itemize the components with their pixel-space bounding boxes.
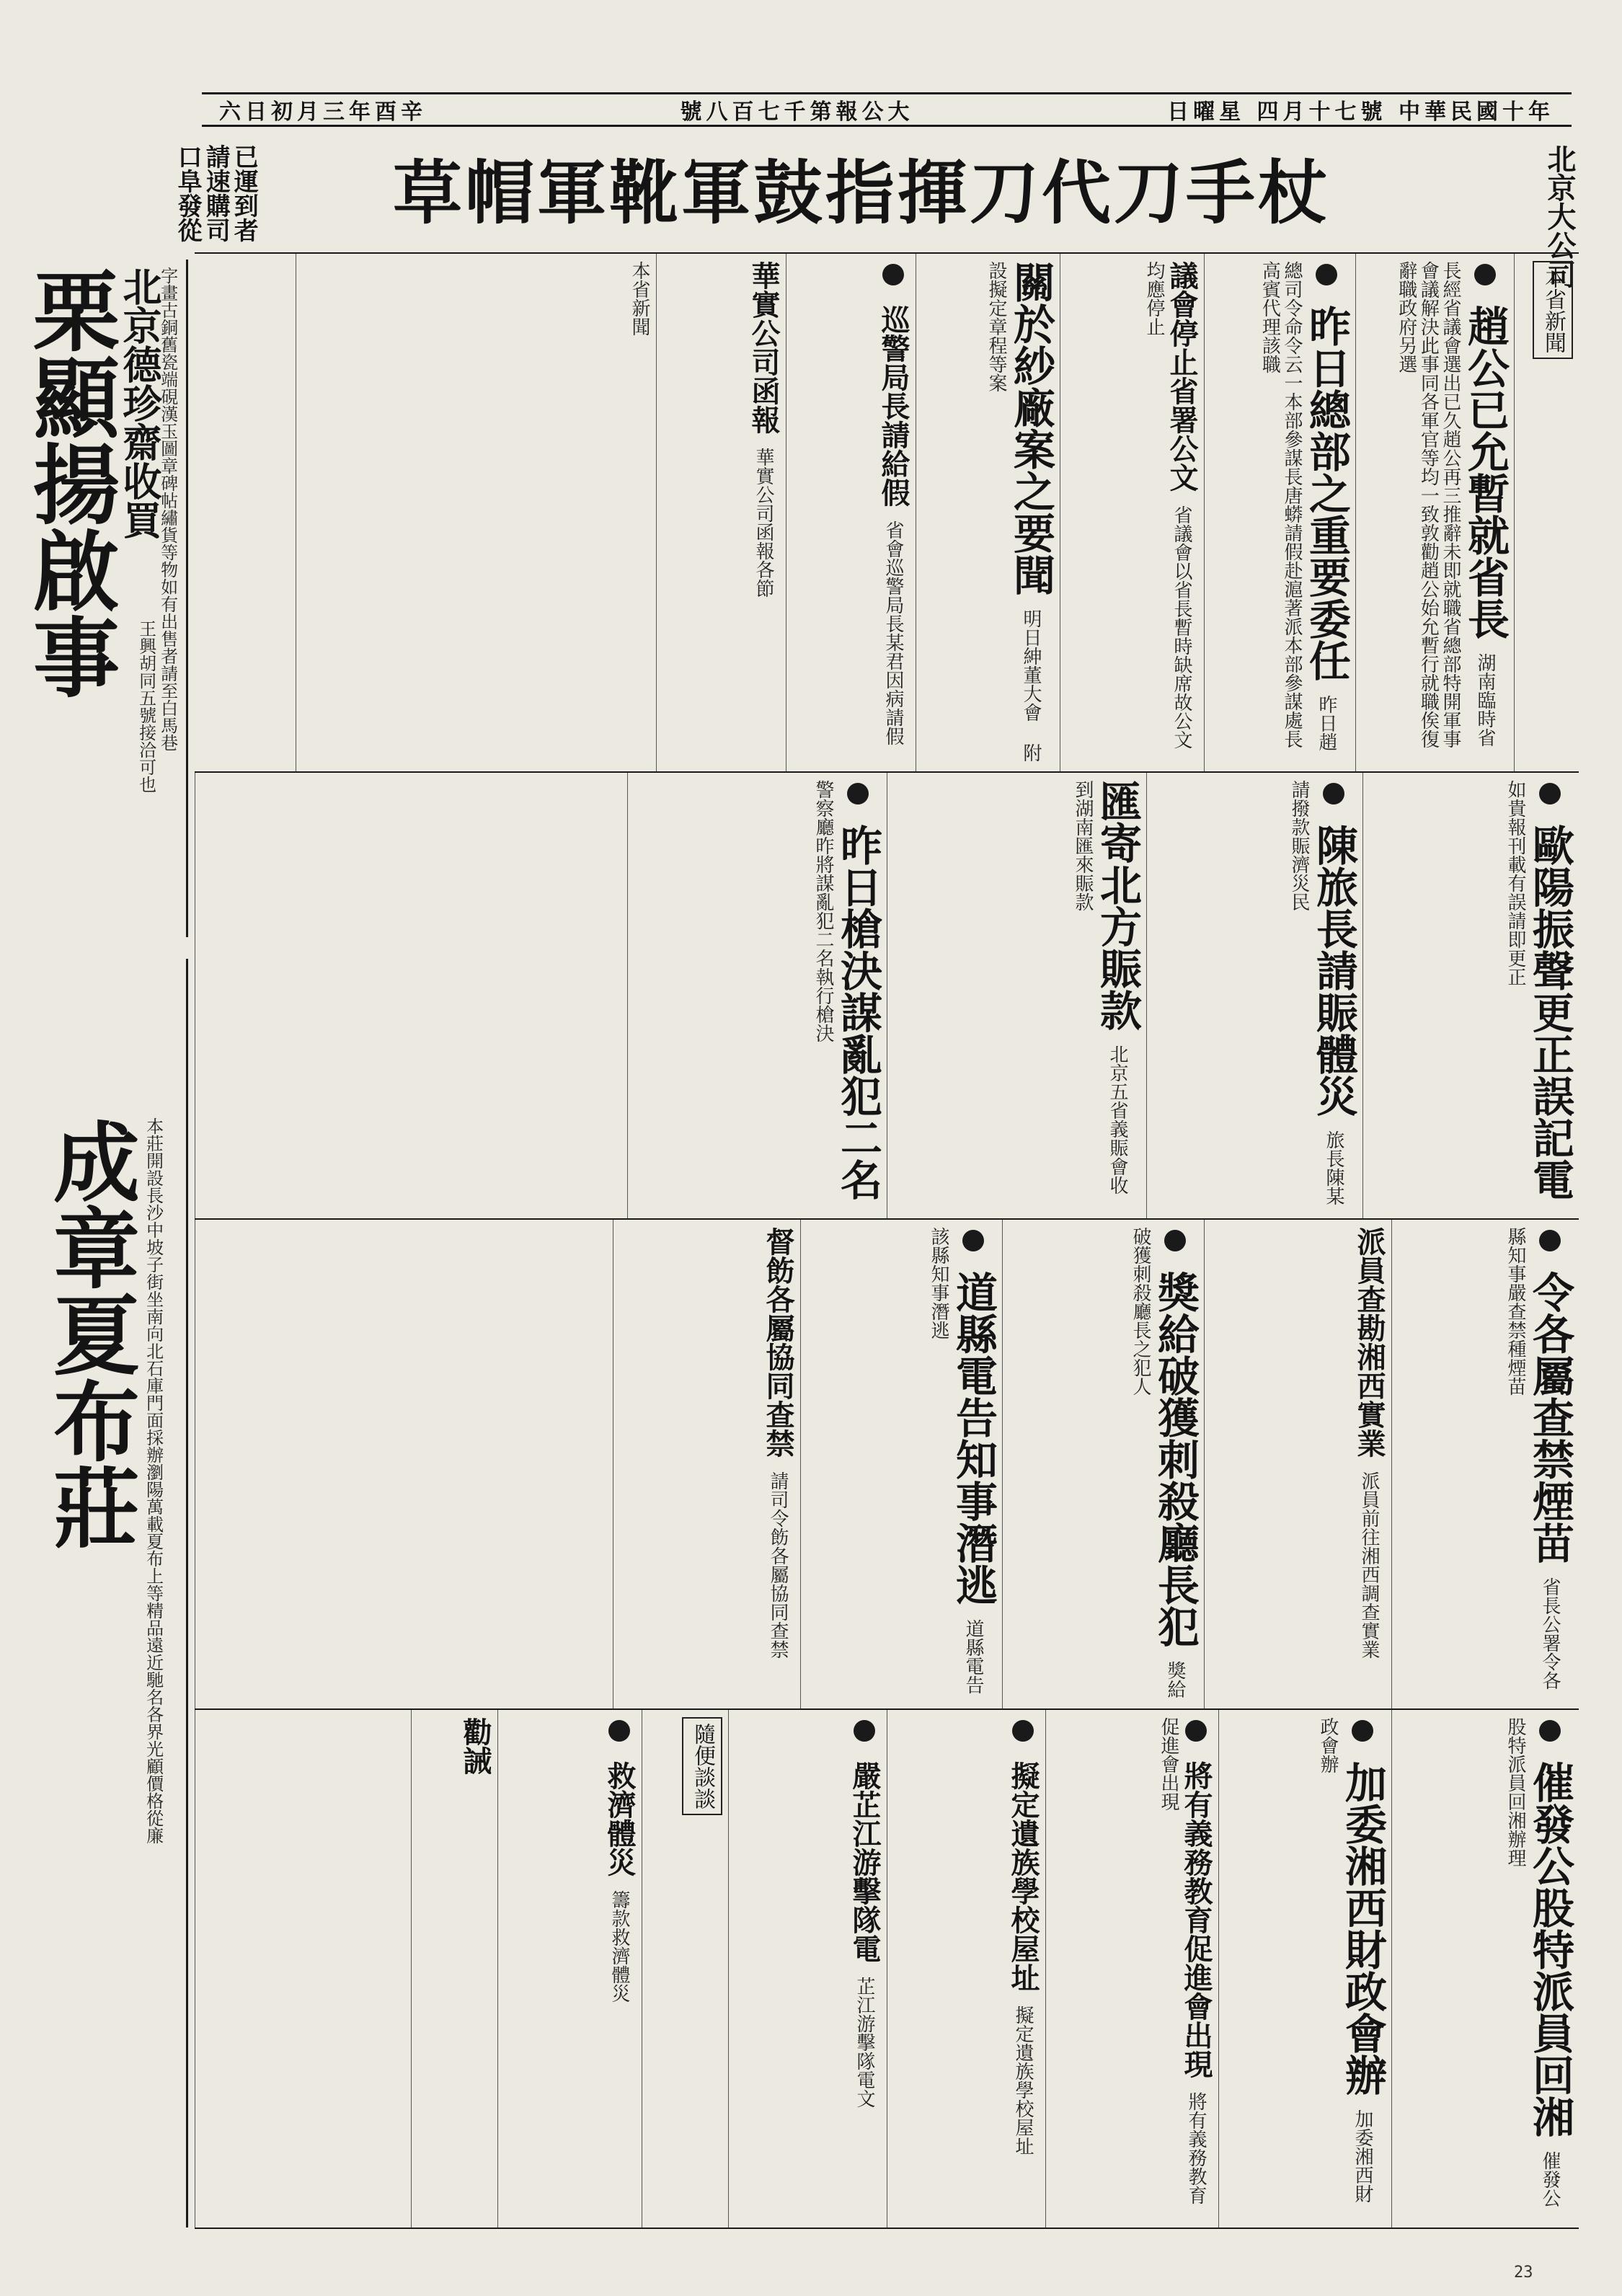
article-row-2 xyxy=(195,773,1579,1220)
headline: 嚴芷江游擊隊電 xyxy=(848,1761,882,1963)
article-misc-row4 xyxy=(195,1710,411,2228)
article-body: 旅長陳某請撥款賑濟災民 xyxy=(1288,780,1344,1205)
bullet-icon xyxy=(882,264,904,285)
article-body: 省長公署令各縣知事嚴查禁種煙苗 xyxy=(1504,1227,1561,1690)
article-relief-funds xyxy=(887,773,1146,1218)
left-ad-2 xyxy=(20,959,188,2228)
headline: 催發公股特派員回湘 xyxy=(1525,1761,1574,2137)
banner-main: 草帽軍靴軍鼓指揮刀代刀手杖 xyxy=(393,151,1330,234)
bullet-icon xyxy=(1316,264,1337,285)
section-label: 本省新聞 xyxy=(1533,261,1573,359)
article-body: 道縣電告該縣知事潛逃 xyxy=(928,1227,984,1694)
bullet-icon xyxy=(1012,1720,1034,1742)
article-admonish xyxy=(411,1710,497,2228)
article-police-chief xyxy=(786,254,916,771)
article-huashi xyxy=(656,254,786,771)
article-body: 芷江游擊隊電文 xyxy=(854,1977,875,2108)
page-number: 23 xyxy=(1514,2264,1533,2282)
headline: 華實公司函報 xyxy=(747,261,781,434)
headline: 道縣電告知事潛逃 xyxy=(949,1271,998,1605)
bullet-icon xyxy=(1539,783,1561,805)
article-body: 本省新聞 xyxy=(629,261,650,336)
article-casual-talk xyxy=(642,1710,728,2228)
banner-publisher-right: 北京大公司 xyxy=(1543,144,1577,288)
article-grid xyxy=(195,252,1579,2229)
article-yarn-factory xyxy=(916,254,1060,771)
bullet-icon xyxy=(1474,264,1496,285)
headline: 趙公已允暫就省長 xyxy=(1461,305,1510,639)
article-education xyxy=(1045,1710,1218,2228)
article-body: 加委湘西財政會辦 xyxy=(1317,1717,1373,2203)
article-reward xyxy=(1002,1220,1204,1708)
headline: 匯寄北方賑款 xyxy=(1093,780,1142,1031)
article-body: 請司令飭各屬協同查禁 xyxy=(767,1471,789,1659)
headline: 議會停止省署公文 xyxy=(1165,261,1199,492)
article-assembly xyxy=(1060,254,1204,771)
headline: 救濟體災 xyxy=(603,1761,637,1876)
article-body: 北京五省義賑會收到湖南匯來賑款 xyxy=(1072,780,1128,1194)
article-opium xyxy=(1391,1220,1579,1708)
article-finance xyxy=(1218,1710,1391,2228)
article-body: 昨日趙總司令命令云一本部參謀長唐蟒請假赴滬著派本部參謀處長高賓代理該職 xyxy=(1259,261,1337,751)
article-body: 獎給破獲刺殺廳長之犯人 xyxy=(1130,1227,1186,1698)
bullet-icon xyxy=(1323,783,1344,805)
ad1-small: 字畫古銅舊瓷端硯漢玉圖章碑帖繡貨等物如有出售者請至白馬巷 xyxy=(157,267,178,751)
article-body: 催發公股特派員回湘辦理 xyxy=(1504,1717,1561,2207)
article-hq-appointment xyxy=(1204,254,1355,771)
headline: 擬定遺族學校屋址 xyxy=(1006,1761,1040,1992)
bullet-icon xyxy=(1539,1720,1561,1742)
article-misc-row1 xyxy=(296,254,656,771)
headline: 派員查勘湘西實業 xyxy=(1352,1227,1386,1458)
headline: 隨便談談 xyxy=(682,1717,722,1815)
article-relief xyxy=(497,1710,642,2228)
headline: 加委湘西財政會辦 xyxy=(1338,1761,1387,2096)
headline: 歐陽振聲更正誤記電 xyxy=(1525,824,1574,1200)
banner-publisher-left: 已運到者請速購司口阜發從 xyxy=(173,144,259,242)
article-body: 省議會以省長暫時缺席故公文均應停止 xyxy=(1143,261,1192,749)
article-misc-row3 xyxy=(195,1220,613,1708)
bullet-icon xyxy=(1539,1230,1561,1251)
article-row-4 xyxy=(195,1710,1579,2229)
masthead xyxy=(202,92,1572,127)
headline: 令各屬查禁煙苗 xyxy=(1525,1271,1574,1564)
bullet-icon xyxy=(1185,1720,1207,1742)
article-body: 警察廳昨將謀亂犯二名執行槍決 xyxy=(812,780,835,1042)
article-row-3 xyxy=(195,1220,1579,1710)
article-body: 如貴報刊載有誤請即更正 xyxy=(1504,780,1527,986)
bullet-icon xyxy=(854,1720,875,1742)
headline: 督飭各屬協同查禁 xyxy=(761,1227,795,1458)
ad1-prefix: 北京德珍齋收買 xyxy=(117,267,163,539)
headline: 關於紗廠案之要聞 xyxy=(1006,261,1055,595)
bullet-icon xyxy=(847,783,869,805)
headline: 勸誡 xyxy=(458,1717,492,1775)
article-ouyang xyxy=(1362,773,1579,1218)
masthead-right: 日曜星 四月十七號 中華民國十年 xyxy=(1167,99,1554,125)
bullet-icon xyxy=(1164,1230,1186,1251)
bullet-icon xyxy=(1352,1720,1373,1742)
article-xiangxi xyxy=(1204,1220,1391,1708)
bullet-icon xyxy=(608,1720,630,1742)
article-zhijiang xyxy=(728,1710,887,2228)
headline: 獎給破獲刺殺廳長犯 xyxy=(1151,1271,1200,1647)
headline: 將有義務教育促進會出現 xyxy=(1179,1761,1213,2078)
ad2-small: 本莊開設長沙中坡子街坐南向北石庫門面採辦瀏陽萬載夏布上等精品遠近馳名各界光顧價格從廉 xyxy=(143,1117,164,1844)
article-body: 擬定遺族學校屋址 xyxy=(1012,2005,1034,2155)
article-joint-ban xyxy=(613,1220,800,1708)
article-execution xyxy=(627,773,887,1218)
article-school-site xyxy=(887,1710,1045,2228)
article-row-1 xyxy=(195,254,1579,773)
left-ad-1 xyxy=(20,260,188,937)
masthead-left: 六日初月三年酉辛 xyxy=(219,99,427,125)
ad2-title: 成章夏布莊 xyxy=(39,1117,141,1550)
article-body: 華實公司函報各節 xyxy=(753,448,774,598)
ad1-title: 栗顯揚啟事 xyxy=(19,267,120,699)
article-body: 省會巡警局長某君因病請假 xyxy=(882,520,904,745)
headline: 陳旅長請賑體災 xyxy=(1309,824,1358,1117)
article-body: 將有義務教育促進會出現 xyxy=(1158,1717,1207,2204)
article-misc-row2 xyxy=(195,773,627,1218)
article-body: 湖南臨時省長經省議會選出已久趙公再三推辭未即就職省總部特開軍事會議解決此事同各軍官等均一致敦勸趙公始允暫行就職俟復辭職政府另選 xyxy=(1395,261,1496,748)
article-public-shares xyxy=(1391,1710,1579,2228)
article-body: 明日紳董大會 附設擬定章程等案 xyxy=(985,261,1042,762)
section-box-local-news xyxy=(1514,254,1579,771)
article-chen xyxy=(1146,773,1362,1218)
article-daoxian xyxy=(800,1220,1002,1708)
headline: 昨日總部之重要委任 xyxy=(1302,305,1351,681)
article-zhao-governor xyxy=(1355,254,1514,771)
headline: 巡警局長請給假 xyxy=(877,305,910,507)
ad1-address: 王興胡同五號接洽可也 xyxy=(136,620,156,793)
headline: 昨日槍決謀亂犯二名 xyxy=(833,824,882,1200)
masthead-center: 號八百七千第報公大 xyxy=(680,99,914,125)
article-body: 派員前往湘西調查實業 xyxy=(1358,1471,1380,1659)
bullet-icon xyxy=(962,1230,984,1251)
article-body: 籌款救濟體災 xyxy=(608,1890,630,2003)
